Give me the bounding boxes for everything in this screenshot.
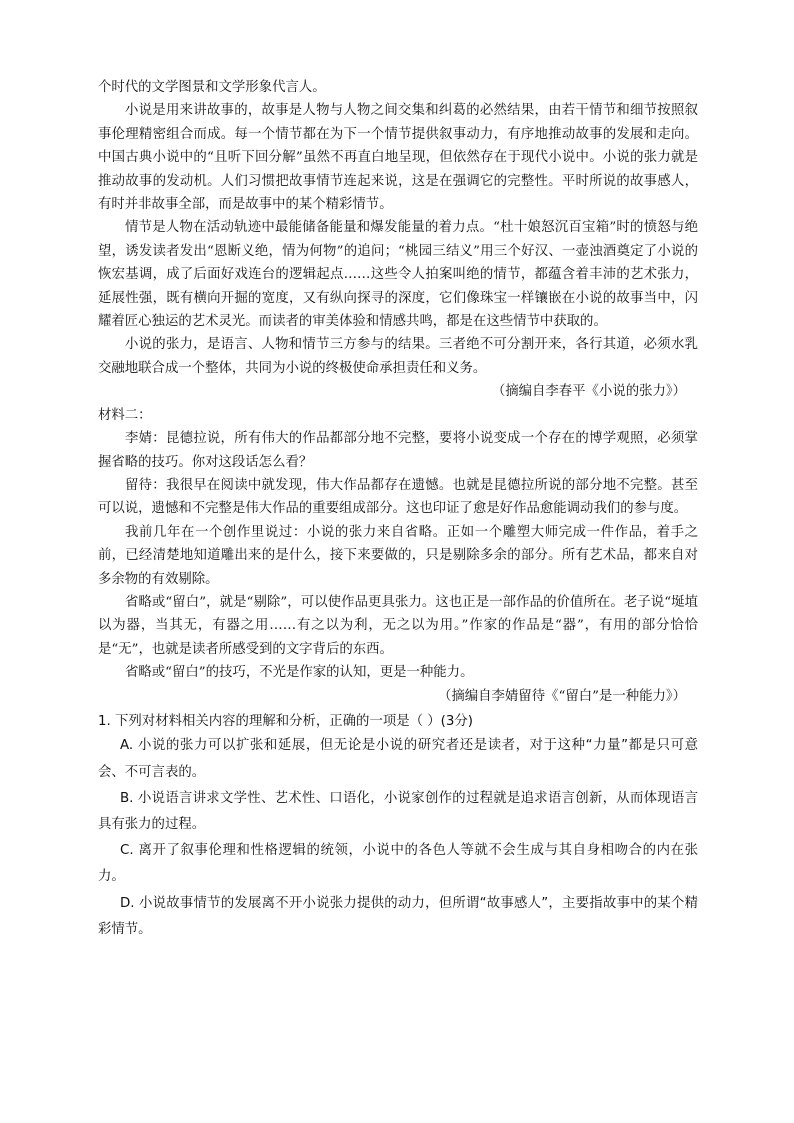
material2-answer-4: 省略或“留白”的技巧，不光是作家的认知，更是一种能力。 — [125, 665, 474, 681]
material1-citation: （摘编自李春平《小说的张力》） — [491, 384, 686, 400]
material2-answer-2: 我前几年在一个创作里说过：小说的张力来自省略。正如一个雕塑大师完成一件作品，着手之前，已经清楚地知道雕出来的是什么，接下来要做的，只是剔除多余的部分。所有艺术品，都来自对多余物的有效剔除。 — [98, 524, 698, 587]
question-option-a: A. 小说的张力可以扩张和延展，但无论是小说的研究者还是读者，对于这种“力量”都是只可意会、不可言表的。 — [98, 738, 698, 780]
material2-citation: （摘编自李婧留待《“留白”是一种能力》） — [437, 688, 686, 704]
question-option-b: B. 小说语言讲求文学性、艺术性、口语化，小说家创作的过程就是追求语言创新，从而体现语言具有张力的过程。 — [98, 790, 698, 832]
material2-heading: 材料二： — [98, 407, 152, 423]
material1-paragraph-tension: 小说的张力，是语言、人物和情节三方参与的结果。三者绝不可分割开来，各行其道，必须水乳交融地联合成一个整体，共同为小说的终极使命承担责任和义务。 — [98, 337, 698, 376]
material1-continuation: 个时代的文学图景和文学形象代言人。 — [98, 80, 326, 95]
material2-answer-1: 留待：我很早在阅读中就发现，伟大作品都存在遗憾。也就是昆德拉所说的部分地不完整。甚至可以说，遗憾和不完整是伟大作品的重要组成部分。这也印证了愈是好作品愈能调动我们的参与度。 — [98, 477, 698, 517]
question-stem: 1. 下列对材料相关内容的理解和分析，正确的一项是（ ）(3分) — [98, 713, 474, 729]
question-option-c: C. 离开了叙事伦理和性格逻辑的统领，小说中的各色人等就不会生成与其自身相吻合的内在张力。 — [98, 843, 698, 885]
material2-question: 李婧：昆德拉说，所有伟大的作品都部分地不完整，要将小说变成一个存在的博学观照，必须掌握省略的技巧。你对这段话怎么看？ — [98, 431, 698, 470]
document-page — [98, 76, 698, 943]
material1-paragraph-story: 小说是用来讲故事的，故事是人物与人物之间交集和纠葛的必然结果，由若干情节和细节按照叙事伦理精密组合而成。每一个情节都在为下一个情节提供叙事动力，有序地推动故事的发展和走向。中国古典小说中的“且听下回分解”虽然不再直白地呈现，但依然存在于现代小说中。小说的张力就是推动故事的发动机。人们习惯把故事情节连起来说，这是在强调它的完整性。平时所说的故事感人，有时并非故事全部，而是故事中的某个精彩情节。 — [98, 103, 698, 213]
material2-answer-3: 省略或“留白”，就是“剔除”，可以使作品更具张力。这也正是一部作品的价值所在。老子说“埏埴以为器，当其无，有器之用……有之以为利，无之以为用。”作家的作品是“器”，有用的部分恰恰是“无”，也就是读者所感受到的文字背后的东西。 — [98, 594, 698, 657]
question-option-d: D. 小说故事情节的发展离不开小说张力提供的动力，但所谓“故事感人”，主要指故事中的某个精彩情节。 — [98, 895, 698, 937]
material1-paragraph-plot: 情节是人物在活动轨迹中最能储备能量和爆发能量的着力点。“杜十娘怒沉百宝箱”时的愤怒与绝望，诱发读者发出“恩断义绝，情为何物”的追问；“桃园三结义”用三个好汉、一壶浊酒奠定了小说的恢宏基调，成了后面好戏连台的逻辑起点……这些令人拍案叫绝的情节，都蕴含着丰沛的艺术张力，延展性强，既有横向开掘的宽度，又有纵向探寻的深度，它们像珠宝一样镶嵌在小说的故事当中，闪耀着匠心独运的艺术灵光。而读者的审美体验和情感共鸣，都是在这些情节中获取的。 — [98, 220, 698, 330]
